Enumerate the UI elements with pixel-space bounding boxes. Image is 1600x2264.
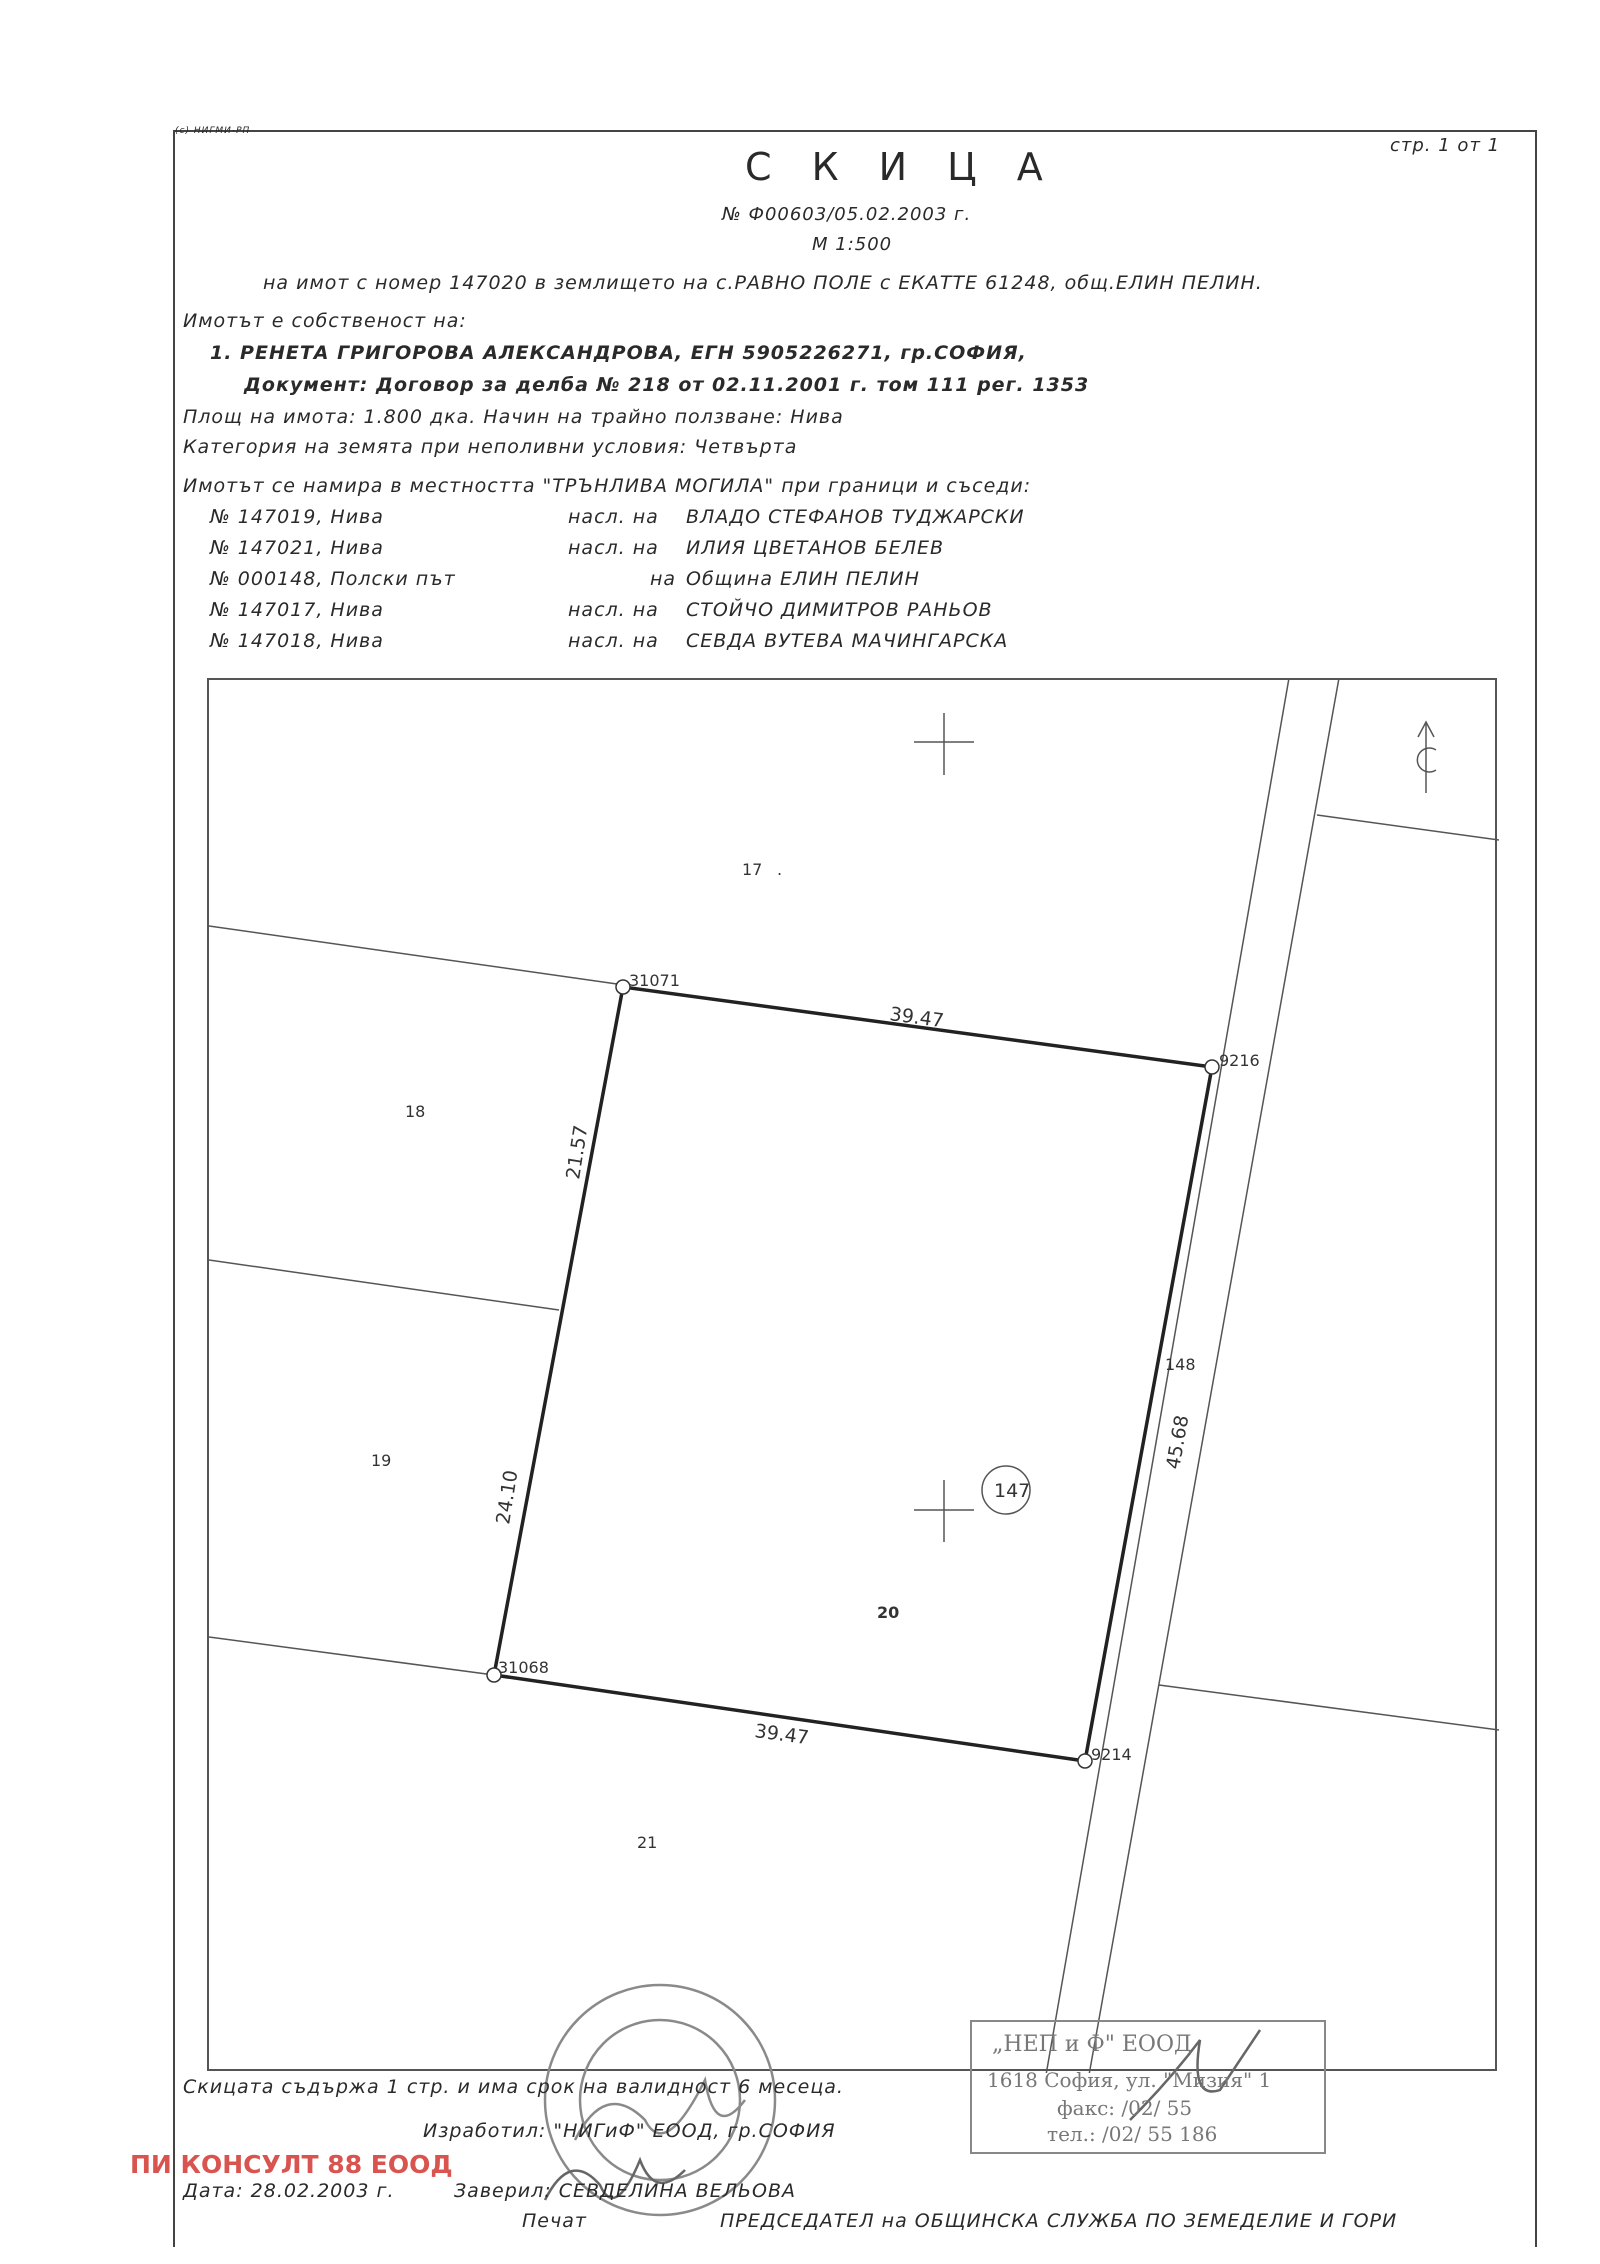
point-label: 31068 [498, 1658, 549, 1677]
side-length: 21.57 [562, 1123, 593, 1181]
neighbor-id: № 147017, Нива [210, 599, 384, 621]
prepared-by: Изработил: "НИГиФ" ЕООД, гр.СОФИЯ [423, 2120, 836, 2142]
neighbor-id: № 147018, Нива [210, 630, 384, 652]
neighbor-rel: насл. на [568, 599, 659, 621]
point-label: 9214 [1091, 1745, 1132, 1764]
property-line: на имот с номер 147020 в землището на с.РАВНО ПОЛЕ с ЕКАТТЕ 61248, общ.ЕЛИН ПЕЛИН. [263, 272, 1263, 294]
vertex-marker [1205, 1060, 1219, 1074]
neighbor-id: № 147019, Нива [210, 506, 384, 528]
neighbor-rel: на [650, 568, 677, 590]
cadastral-map-drawing [209, 680, 1499, 2073]
neighbor-rel: насл. на [568, 506, 659, 528]
cadastral-map [207, 678, 1497, 2071]
vertex-marker [1078, 1754, 1092, 1768]
owner-name: 1. РЕНЕТА ГРИГОРОВА АЛЕКСАНДРОВА, ЕГН 5905226271, гр.СОФИЯ, [210, 342, 1027, 364]
owner-label: Имотът е собственост на: [183, 310, 467, 332]
side-length: 39.47 [753, 1720, 811, 1750]
owner-document: Документ: Договор за делба № 218 от 02.11.2001 г. том 111 рег. 1353 [244, 374, 1090, 396]
boundary-line [1159, 1685, 1499, 1730]
document-date: Дата: 28.02.2003 г. [183, 2180, 395, 2202]
certified-by: Заверил: СЕВДЕЛИНА ВЕЛЬОВА [454, 2180, 797, 2202]
neighbor-rel: насл. на [568, 537, 659, 559]
neighbor-name: Община ЕЛИН ПЕЛИН [686, 568, 920, 590]
boundary-line [1317, 815, 1499, 840]
validity-note: Скицата съдържа 1 стр. и има срок на валидност 6 месеца. [183, 2076, 844, 2098]
neighbors-intro: Имотът се намира в местността "ТРЪНЛИВА МОГИЛА" при граници и съседи: [183, 475, 1032, 497]
neighbor-id: № 147021, Нива [210, 537, 384, 559]
neighbor-id: № 000148, Полски път [210, 568, 456, 590]
parcel-label: 17 [742, 860, 763, 879]
boundary-line [209, 1637, 494, 1675]
watermark-text: ПИ КОНСУЛТ 88 ЕООД [130, 2150, 453, 2179]
corner-code: (c) НИГМИ-РП [175, 126, 251, 136]
neighbor-name: СЕВДА ВУТЕВА МАЧИНГАРСКА [686, 630, 1009, 652]
point-label: 31071 [629, 971, 680, 990]
side-length: 45.68 [1162, 1413, 1194, 1471]
document-title: С К И Ц А [745, 145, 1057, 189]
stamp-fax: факс: /02/ 55 [1057, 2096, 1193, 2120]
owner-area: Площ на имота: 1.800 дка. Начин на трайно ползване: Нива [183, 406, 844, 428]
page-number: стр. 1 от 1 [1390, 135, 1501, 156]
side-length: 39.47 [888, 1003, 946, 1033]
parcel-label: 20 [877, 1603, 900, 1622]
vertex-marker [616, 980, 630, 994]
owner-category: Категория на земята при неполивни условия: Четвърта [183, 436, 798, 458]
neighbor-name: ИЛИЯ ЦВЕТАНОВ БЕЛЕВ [686, 537, 945, 559]
boundary-line [209, 926, 624, 985]
parcel-label: 19 [371, 1451, 392, 1470]
certifier-position: ПРЕДСЕДАТЕЛ на ОБЩИНСКА СЛУЖБА ПО ЗЕМЕДЕЛИЕ И ГОРИ [720, 2210, 1398, 2232]
road-left-edge [1046, 680, 1289, 2073]
scale: М 1:500 [812, 234, 893, 255]
side-length: 24.10 [492, 1468, 523, 1526]
neighbor-name: ВЛАДО СТЕФАНОВ ТУДЖАРСКИ [686, 506, 1025, 528]
company-stamp [970, 2020, 1326, 2154]
stamp-address: 1618 София, ул. "Мизия" 1 [987, 2068, 1272, 2092]
parcel-label: 18 [405, 1102, 426, 1121]
document-number: № Ф00603/05.02.2003 г. [722, 204, 972, 225]
block-label: 147 [994, 1480, 1031, 1502]
parcel-label: 21 [637, 1833, 658, 1852]
stamp-company-name: „НЕП и Ф" ЕООД [992, 2032, 1192, 2057]
stamp-label: Печат [522, 2210, 587, 2232]
boundary-line [209, 1260, 559, 1310]
neighbor-rel: насл. на [568, 630, 659, 652]
property-polygon [494, 987, 1212, 1761]
road-right-edge [1089, 680, 1339, 2073]
stamp-tel: тел.: /02/ 55 186 [1047, 2122, 1218, 2146]
svg-text:.: . [777, 860, 783, 879]
neighbor-name: СТОЙЧО ДИМИТРОВ РАНЬОВ [686, 599, 993, 621]
road-label: 148 [1165, 1355, 1196, 1374]
point-label: 9216 [1219, 1051, 1260, 1070]
